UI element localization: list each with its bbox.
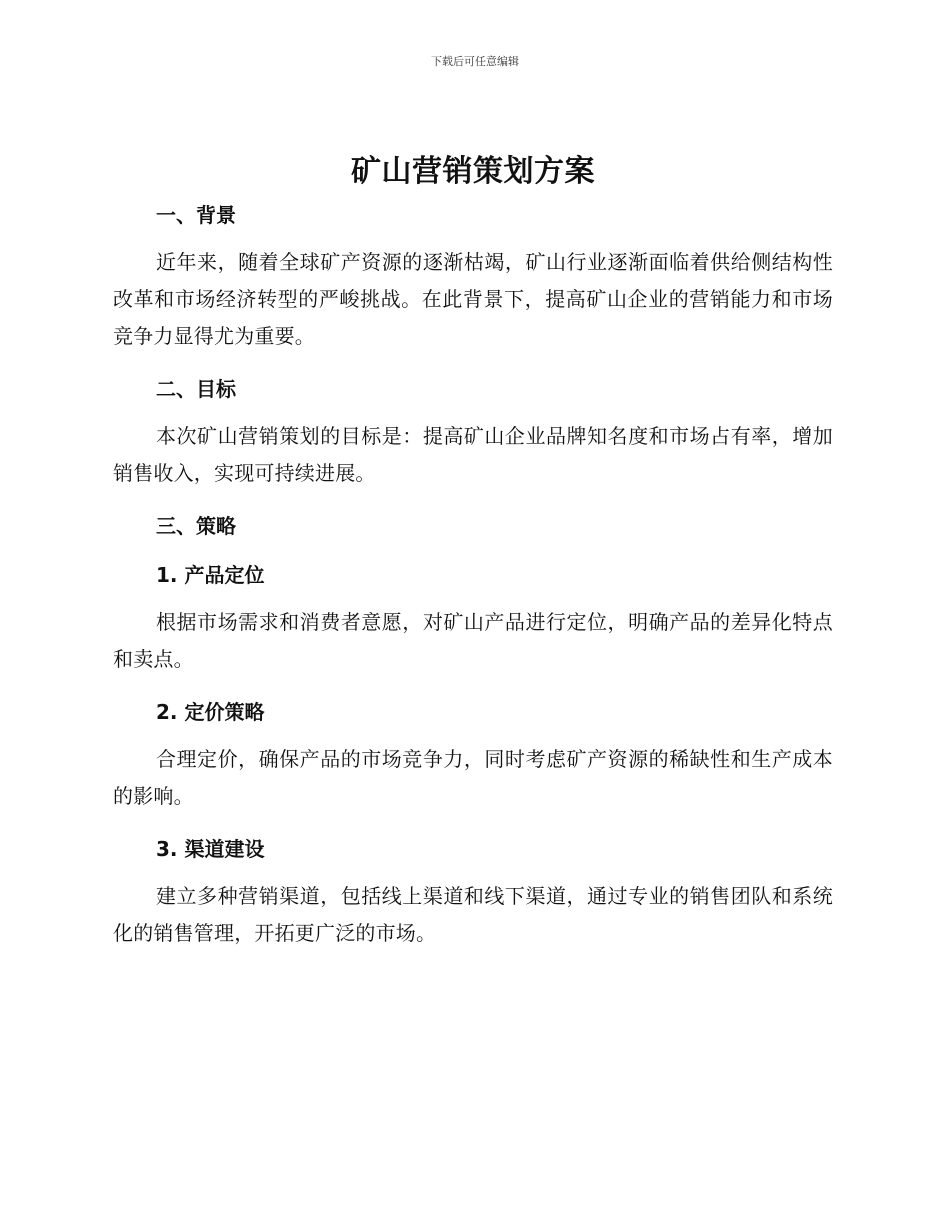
paragraph-background: 近年来，随着全球矿产资源的逐渐枯竭，矿山行业逐渐面临着供给侧结构性改革和市场经济转型的严峻挑战。在此背景下，提高矿山企业的营销能力和市场竞争力显得尤为重要。 xyxy=(113,250,833,348)
subheading-channel-building: 3. 渠道建设 xyxy=(156,837,265,861)
subheading-pricing-strategy: 2. 定价策略 xyxy=(156,700,265,724)
paragraph-channel-building: 建立多种营销渠道，包括线上渠道和线下渠道，通过专业的销售团队和系统化的销售管理，开拓更广泛的市场。 xyxy=(113,884,833,945)
document-title: 矿山营销策划方案 xyxy=(351,154,595,189)
section-heading-strategy: 三、策略 xyxy=(156,514,236,538)
paragraph-product-positioning: 根据市场需求和消费者意愿，对矿山产品进行定位，明确产品的差异化特点和卖点。 xyxy=(113,610,833,671)
subheading-product-positioning: 1. 产品定位 xyxy=(156,563,265,587)
page-header-note: 下载后可任意编辑 xyxy=(431,55,519,68)
section-heading-background: 一、背景 xyxy=(156,203,236,227)
paragraph-pricing-strategy: 合理定价，确保产品的市场竞争力，同时考虑矿产资源的稀缺性和生产成本的影响。 xyxy=(113,747,833,808)
document-body xyxy=(113,150,833,952)
paragraph-goal: 本次矿山营销策划的目标是：提高矿山企业品牌知名度和市场占有率，增加销售收入，实现可持续进展。 xyxy=(113,424,833,485)
section-heading-goal: 二、目标 xyxy=(156,377,236,401)
